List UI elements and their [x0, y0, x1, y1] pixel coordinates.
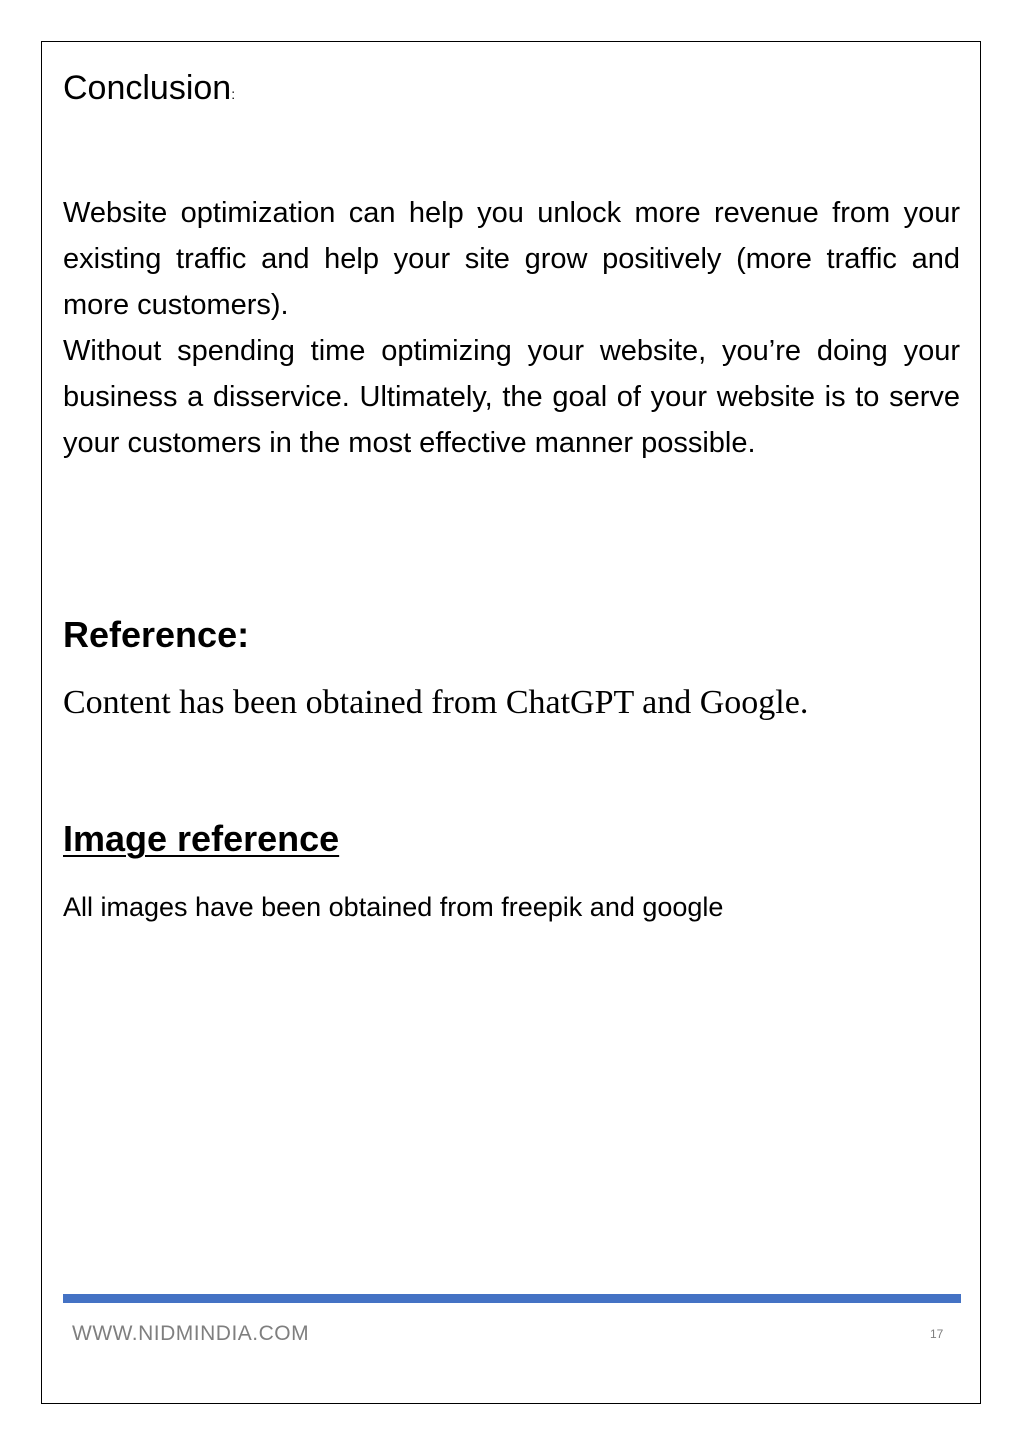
reference-text: Content has been obtained from ChatGPT and Google.: [63, 684, 809, 721]
footer-website: WWW.NIDMINDIA.COM: [72, 1322, 310, 1345]
conclusion-title: Conclusion: [63, 69, 232, 107]
image-reference-heading: Image reference: [63, 818, 340, 859]
footer-divider-bar: [63, 1294, 961, 1303]
body-paragraph: Without spending time optimizing your website, you’re doing your business a disservice. Ultimately, the goal of your website is to serve your customers in the most effective manner possible.: [63, 335, 960, 459]
conclusion-heading: [63, 66, 235, 116]
image-reference-text: All images have been obtained from freepik and google: [63, 892, 724, 922]
conclusion-colon: :: [231, 86, 236, 102]
body-paragraph: Website optimization can help you unlock more revenue from your existing traffic and help your site grow positively (more traffic and more customers).: [63, 197, 960, 321]
reference-heading: Reference:: [63, 614, 250, 655]
page-number: 17: [930, 1327, 944, 1341]
